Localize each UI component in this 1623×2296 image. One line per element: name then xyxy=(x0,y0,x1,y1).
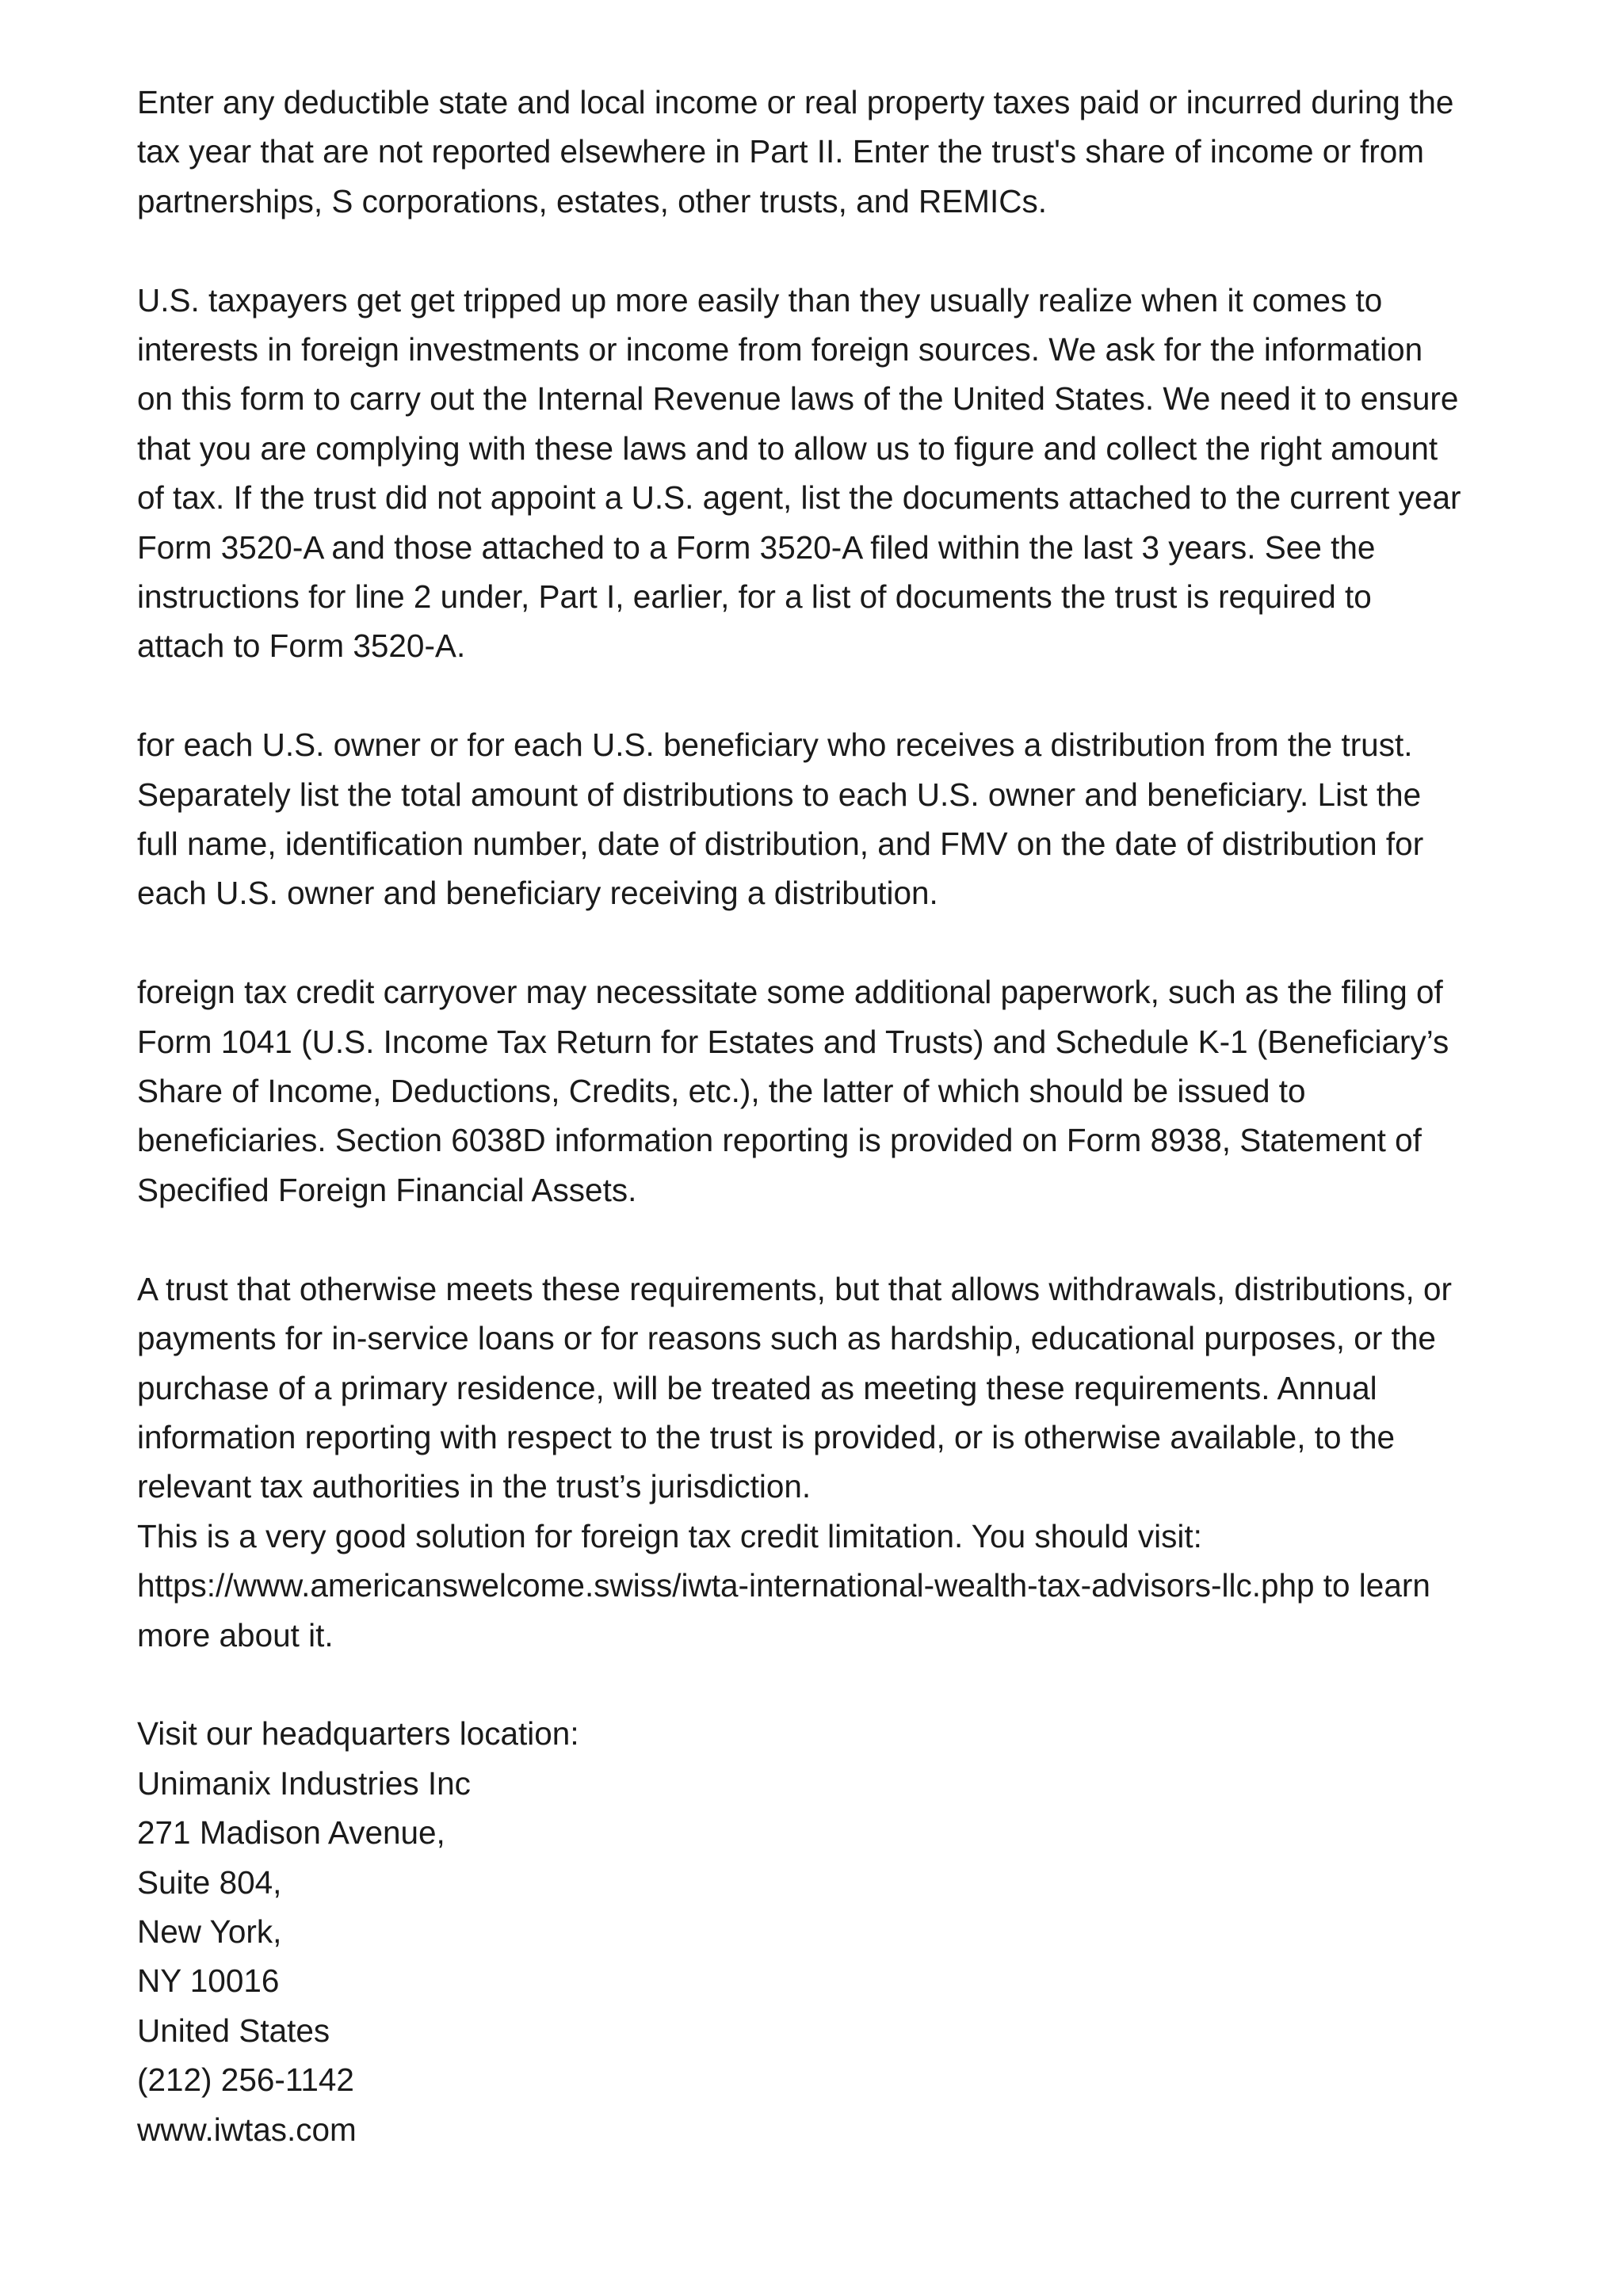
company-name: Unimanix Industries Inc xyxy=(137,1764,471,1802)
state-zip: NY 10016 xyxy=(137,1962,280,2000)
document-page xyxy=(137,78,1516,2154)
paragraph-distributions: for each U.S. owner or for each U.S. beneficiary who receives a distribution from the trust. Separately list the total amount of distributions to each U.S. owner and beneficiary. List the full name, identification number, date of distribution, and FMV on the date of distribution for each U.S. owner and beneficiary receiving a distribution. xyxy=(137,727,1424,912)
address-heading: Visit our headquarters location: xyxy=(137,1715,579,1753)
paragraph-promo: This is a very good solution for foreign tax credit limitation. You should visit: https://www.americanswelcome.swiss/iwta-international-wealth-tax-advisors-llc.php to learn more about it. xyxy=(137,1517,1430,1653)
phone-number: (212) 256-1142 xyxy=(137,2061,354,2099)
headquarters-address xyxy=(137,1709,1516,2154)
city: New York, xyxy=(137,1913,282,1950)
street-address: 271 Madison Avenue, xyxy=(137,1814,445,1852)
suite-number: Suite 804, xyxy=(137,1863,282,1901)
paragraph-foreign-tax-credit: foreign tax credit carryover may necessitate some additional paperwork, such as the filing of Form 1041 (U.S. Income Tax Return for Estates and Trusts) and Schedule K-1 (Beneficiary’s Share of Income, Deductions, Credits, etc.), the latter of which should be issued to beneficiaries. Section 6038D information reporting is provided on Form 8938, Statement of Specified Foreign Financial Assets. xyxy=(137,974,1449,1208)
paragraph-state-local-taxes: Enter any deductible state and local income or real property taxes paid or incurred during the tax year that are not reported elsewhere in Part II. Enter the trust's share of income or from partnerships, S corporations, estates, other trusts, and REMICs. xyxy=(137,84,1454,219)
country: United States xyxy=(137,2012,330,2049)
website-link[interactable]: www.iwtas.com xyxy=(137,2111,357,2148)
paragraph-trust-requirements: A trust that otherwise meets these requirements, but that allows withdrawals, distributions, or payments for in-service loans or for reasons such as hardship, educational purposes, or the purchase of a primary residence, will be treated as meeting these requirements. Annual information reporting with respect to the trust is provided, or is otherwise available, to the relevant tax authorities in the trust’s jurisdiction. xyxy=(137,1270,1453,1505)
paragraph-foreign-investments: U.S. taxpayers get get tripped up more easily than they usually realize when it comes to interests in foreign investments or income from foreign sources. We ask for the information on this form to carry out the Internal Revenue laws of the United States. We need it to ensure that you are complying with these laws and to allow us to figure and collect the right amount of tax. If the trust did not appoint a U.S. agent, list the documents attached to the current year Form 3520-A and those attached to a Form 3520-A filed within the last 3 years. See the instructions for line 2 under, Part I, earlier, for a list of documents the trust is required to attach to Form 3520-A. xyxy=(137,281,1461,665)
